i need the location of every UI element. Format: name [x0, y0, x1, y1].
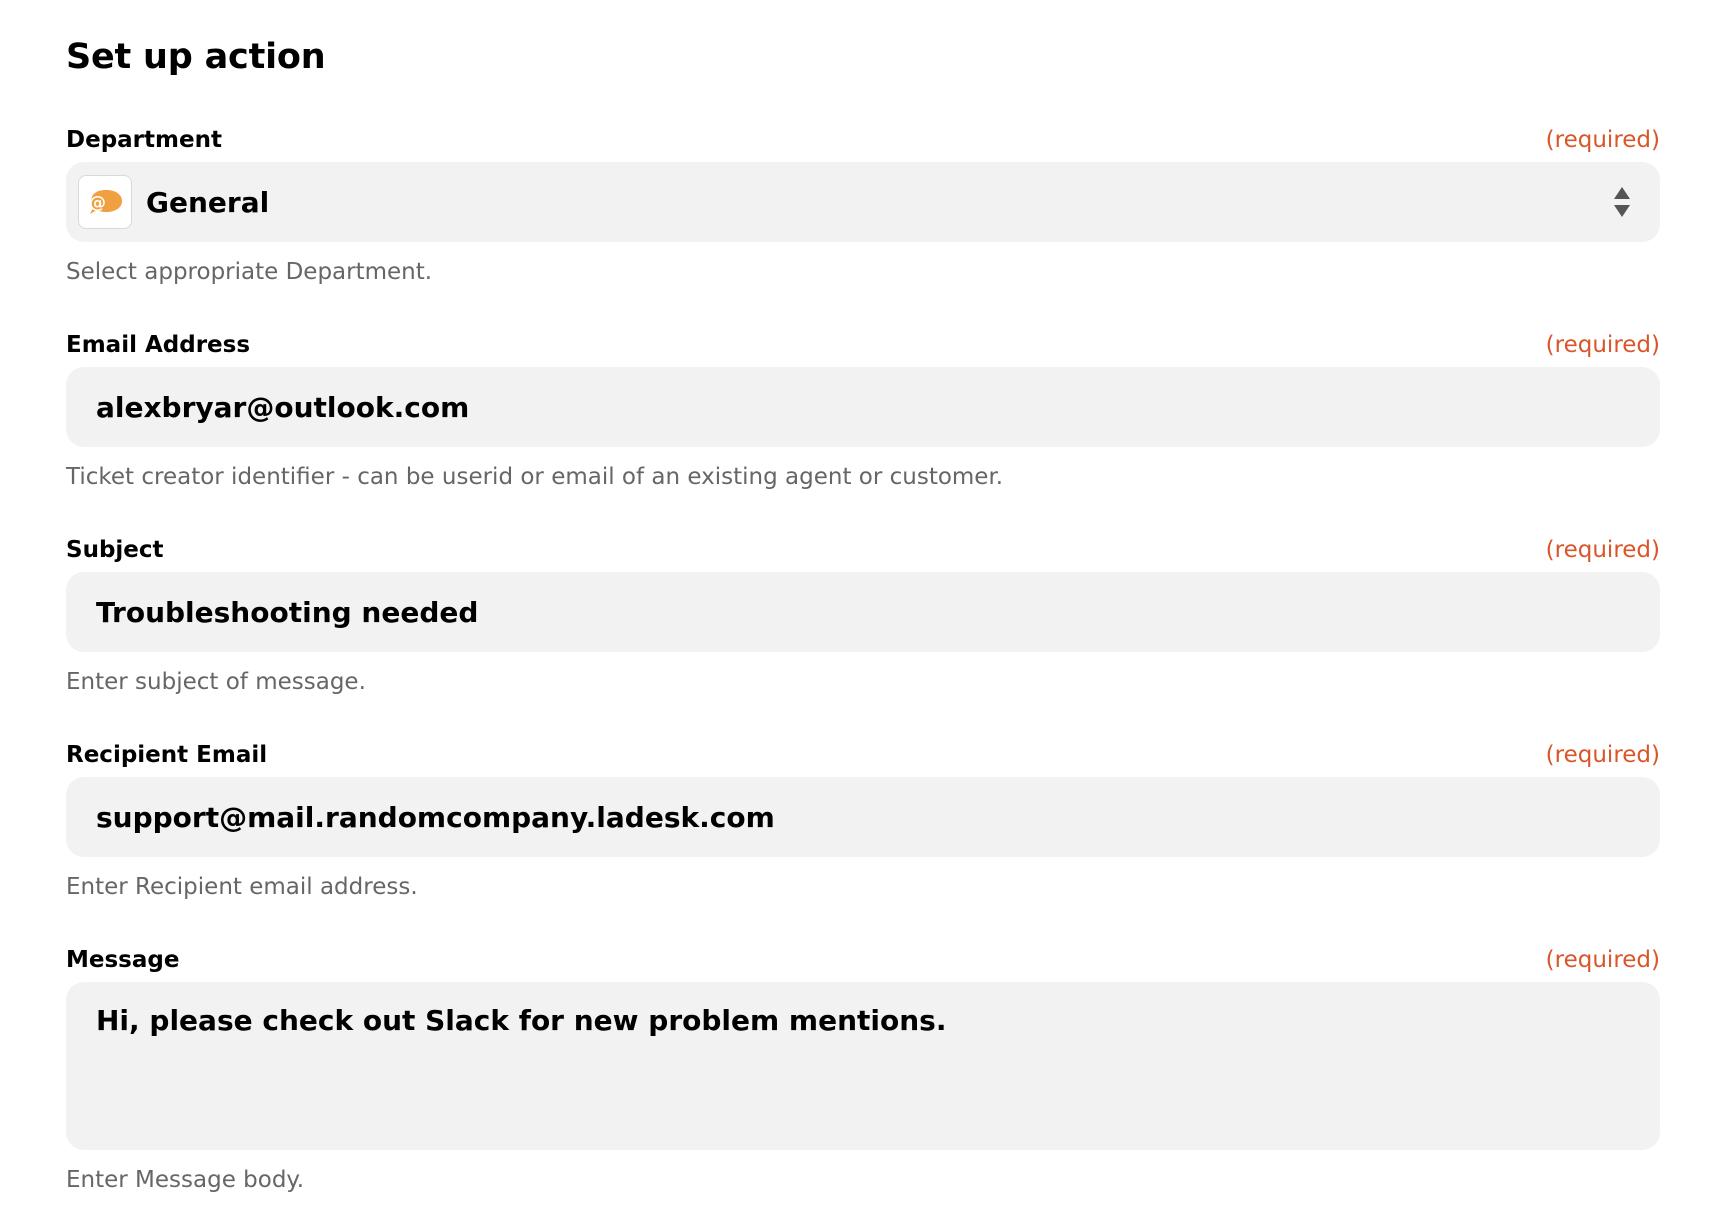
field-header — [66, 329, 1660, 361]
email-address-label: Email Address — [66, 332, 251, 358]
field-header — [66, 124, 1660, 156]
field-header — [66, 944, 1660, 976]
department-label: Department — [66, 127, 222, 153]
ladesk-app-icon — [78, 175, 132, 229]
subject-help: Enter subject of message. — [66, 669, 366, 695]
email-address-field — [66, 329, 1660, 493]
field-header — [66, 739, 1660, 771]
required-tag: (required) — [1545, 742, 1660, 768]
subject-input[interactable]: Troubleshooting needed — [66, 572, 1660, 652]
recipient-email-label: Recipient Email — [66, 742, 268, 768]
message-label: Message — [66, 947, 180, 973]
required-tag: (required) — [1545, 127, 1660, 153]
email-address-help: Ticket creator identifier - can be userid or email of an existing agent or customer. — [66, 464, 1004, 490]
message-field — [66, 944, 1660, 1196]
department-select[interactable] — [66, 162, 1660, 242]
subject-field — [66, 534, 1660, 698]
message-help: Enter Message body. — [66, 1167, 305, 1193]
svg-text:@: @ — [89, 193, 106, 213]
subject-label: Subject — [66, 537, 164, 563]
recipient-email-input[interactable]: support@mail.randomcompany.ladesk.com — [66, 777, 1660, 857]
required-tag: (required) — [1545, 332, 1660, 358]
up-down-arrows-icon — [1612, 184, 1632, 220]
field-header — [66, 534, 1660, 566]
recipient-email-help: Enter Recipient email address. — [66, 874, 418, 900]
department-field — [66, 124, 1660, 288]
department-help: Select appropriate Department. — [66, 259, 433, 285]
page-title: Set up action — [66, 37, 326, 77]
email-address-input[interactable]: alexbryar@outlook.com — [66, 367, 1660, 447]
required-tag: (required) — [1545, 537, 1660, 563]
department-value: General — [146, 185, 270, 219]
required-tag: (required) — [1545, 947, 1660, 973]
message-textarea[interactable]: Hi, please check out Slack for new problem mentions. — [66, 982, 1660, 1150]
recipient-email-field — [66, 739, 1660, 903]
